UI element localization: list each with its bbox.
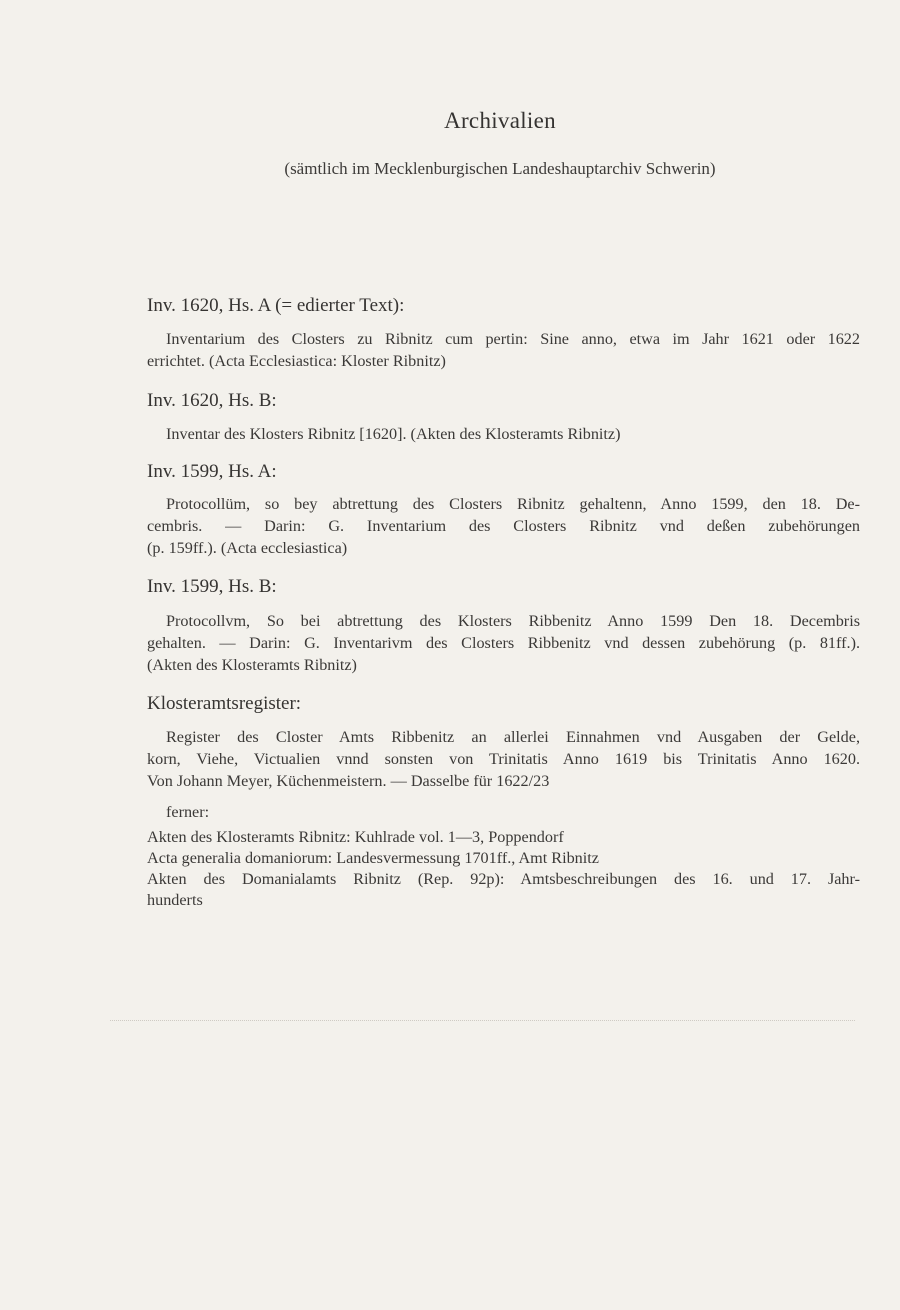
- text-line: errichtet. (Acta Ecclesiastica: Kloster Ribnitz): [147, 352, 446, 370]
- page-subtitle: (sämtlich im Mecklenburgischen Landeshauptarchiv Schwerin): [284, 159, 716, 178]
- list-item: hunderts: [147, 891, 203, 909]
- text-line: Inventar des Klosters Ribnitz [1620]. (Akten des Klosteramts Ribnitz): [166, 425, 621, 443]
- text-line: Protocollvm, So bei abtrettung des Klosters Ribbenitz Anno 1599 Den 18. Decembris: [166, 612, 860, 630]
- ferner-label: ferner:: [166, 803, 210, 821]
- page-title: Archivalien: [444, 108, 556, 133]
- text-line: gehalten. — Darin: G. Inventarivm des Closters Ribbenitz vnd dessen zubehörung (p. 81ff.).: [147, 634, 860, 652]
- section-heading-inv-1620-a: Inv. 1620, Hs. A (= edierter Text):: [147, 295, 405, 316]
- section-body-inv-1620-b: [147, 423, 860, 445]
- section-heading-klosteramtsregister: Klosteramtsregister:: [147, 693, 302, 714]
- section-heading-inv-1599-a: Inv. 1599, Hs. A:: [147, 461, 277, 482]
- section-body-inv-1599-a: [147, 493, 860, 559]
- text-line: cembris. — Darin: G. Inventarium des Closters Ribnitz vnd deßen zubehörungen: [147, 517, 860, 535]
- list-item: Akten des Domanialamts Ribnitz (Rep. 92p): Amtsbeschreibungen des 16. und 17. Jahr-: [147, 870, 860, 888]
- page-divider: [110, 1020, 855, 1021]
- text-line: (p. 159ff.). (Acta ecclesiastica): [147, 539, 348, 557]
- text-line: Register des Closter Amts Ribbenitz an allerlei Einnahmen vnd Ausgaben der Gelde,: [166, 728, 860, 746]
- section-body-inv-1620-a: [147, 328, 860, 372]
- text-line: Von Johann Meyer, Küchenmeistern. — Dasselbe für 1622/23: [147, 772, 550, 790]
- section-heading-inv-1599-b: Inv. 1599, Hs. B:: [147, 576, 277, 597]
- text-line: Protocollüm, so bey abtrettung des Closters Ribnitz gehaltenn, Anno 1599, den 18. De-: [166, 495, 860, 513]
- section-body-inv-1599-b: [147, 610, 860, 676]
- text-line: korn, Viehe, Victualien vnnd sonsten von Trinitatis Anno 1619 bis Trinitatis Anno 1620.: [147, 750, 860, 768]
- text-line: Inventarium des Closters zu Ribnitz cum pertin: Sine anno, etwa im Jahr 1621 oder 1622: [166, 330, 860, 348]
- text-line: (Akten des Klosteramts Ribnitz): [147, 656, 357, 674]
- ferner-list: [147, 827, 860, 911]
- list-item: Akten des Klosteramts Ribnitz: Kuhlrade vol. 1—3, Poppendorf: [147, 828, 564, 846]
- list-item: Acta generalia domaniorum: Landesvermessung 1701ff., Amt Ribnitz: [147, 849, 599, 867]
- section-body-klosteramtsregister: [147, 726, 860, 792]
- section-heading-inv-1620-b: Inv. 1620, Hs. B:: [147, 390, 277, 411]
